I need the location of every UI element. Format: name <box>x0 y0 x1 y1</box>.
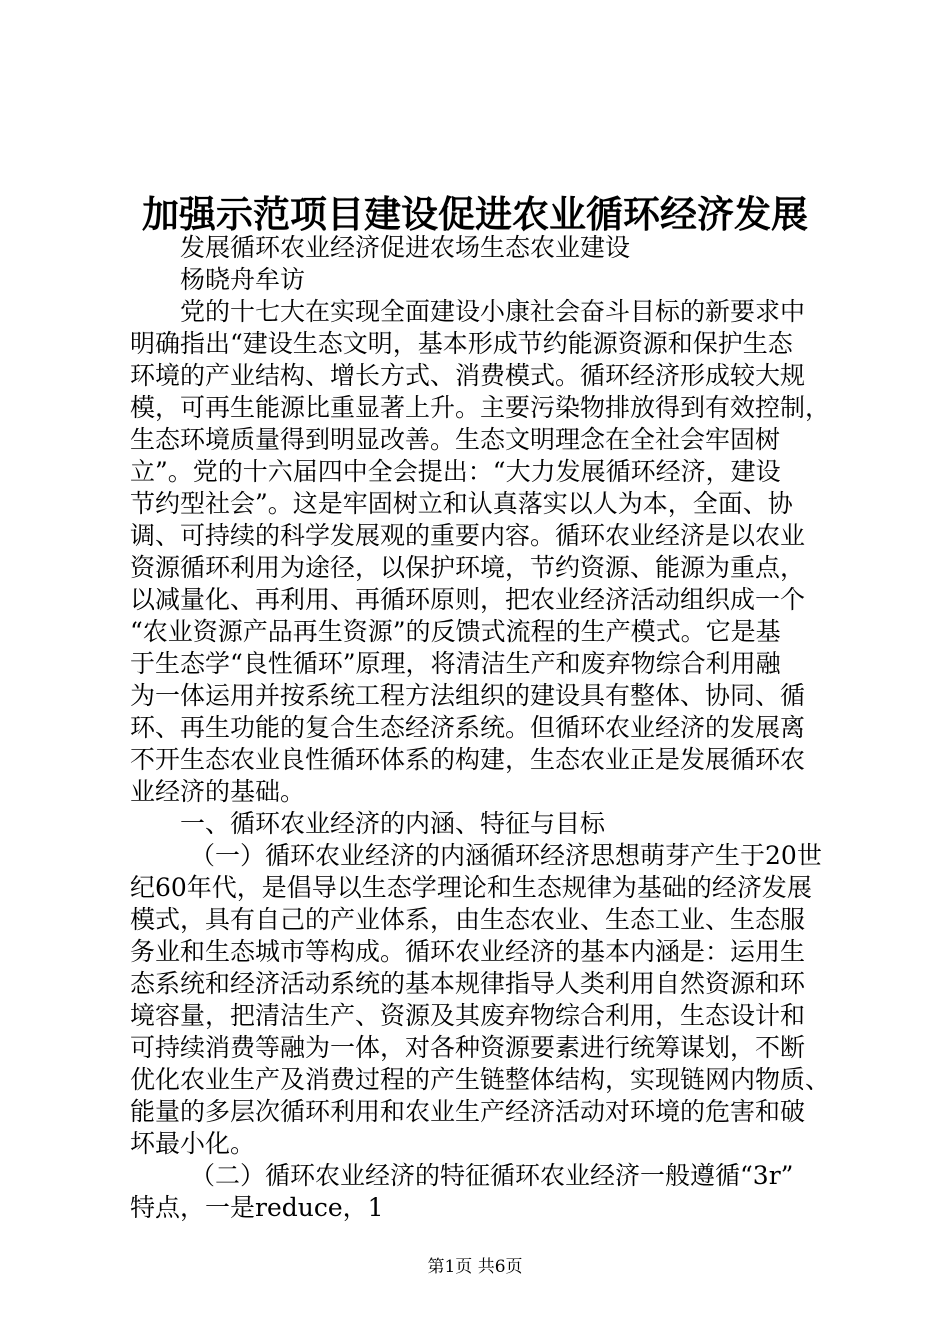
body-line: 能量的多层次循环利用和农业生产经济活动对环境的危害和破 <box>130 1097 806 1126</box>
body-line: 一、循环农业经济的内涵、特征与目标 <box>180 809 606 838</box>
body-line: 纪60年代，是倡导以生态学理论和生态规律为基础的经济发展 <box>130 873 812 902</box>
body-line: 发展循环农业经济促进农场生态农业建设 <box>180 233 631 262</box>
body-line: 模，可再生能源比重显著上升。主要污染物排放得到有效控制， <box>130 393 831 422</box>
body-line: 立”。党的十六届四中全会提出：“大力发展循环经济，建设 <box>130 457 781 486</box>
body-line: 特点，一是reduce，1 <box>130 1193 384 1222</box>
body-line: 坏最小化。 <box>130 1129 256 1158</box>
body-line: 为一体运用并按系统工程方法组织的建设具有整体、协同、循 <box>130 681 806 710</box>
body-line: 优化农业生产及消费过程的产生链整体结构，实现链网内物质、 <box>130 1065 831 1094</box>
body-line: （一）循环农业经济的内涵循环经济思想萌芽产生于20世 <box>190 841 822 870</box>
body-line: 环境的产业结构、增长方式、消费模式。循环经济形成较大规 <box>130 361 806 390</box>
body-line: 可持续消费等融为一体，对各种资源要素进行统筹谋划，不断 <box>130 1033 806 1062</box>
document-body <box>130 232 830 1224</box>
body-line: 不开生态农业良性循环体系的构建，生态农业正是发展循环农 <box>130 745 806 774</box>
body-line: 调、可持续的科学发展观的重要内容。循环农业经济是以农业 <box>130 521 806 550</box>
body-line: 以减量化、再利用、再循环原则，把农业经济活动组织成一个 <box>130 585 806 614</box>
body-line: （二）循环农业经济的特征循环农业经济一般遵循“3r” <box>190 1161 794 1190</box>
body-line: 党的十七大在实现全面建设小康社会奋斗目标的新要求中 <box>180 297 806 326</box>
body-line: 杨晓舟牟访 <box>180 265 306 294</box>
body-line: 业经济的基础。 <box>130 777 306 806</box>
page-footer: 第1页 共6页 <box>427 1257 523 1277</box>
body-line: 资源循环利用为途径，以保护环境，节约资源、能源为重点， <box>130 553 806 582</box>
body-line: 境容量，把清洁生产、资源及其废弃物综合利用，生态设计和 <box>130 1001 806 1030</box>
body-line: 于生态学“良性循环”原理，将清洁生产和废弃物综合利用融 <box>130 649 781 678</box>
body-line: 环、再生功能的复合生态经济系统。但循环农业经济的发展离 <box>130 713 806 742</box>
body-line: 明确指出“建设生态文明，基本形成节约能源资源和保护生态 <box>130 329 793 358</box>
document-title: 加强示范项目建设促进农业循环经济发展 <box>142 192 808 236</box>
body-line: “农业资源产品再生资源”的反馈式流程的生产模式。它是基 <box>130 617 781 646</box>
body-line: 模式，具有自己的产业体系，由生态农业、生态工业、生态服 <box>130 905 806 934</box>
body-line: 节约型社会”。这是牢固树立和认真落实以人为本，全面、协 <box>130 489 793 518</box>
body-line: 务业和生态城市等构成。循环农业经济的基本内涵是：运用生 <box>130 937 806 966</box>
body-line: 生态环境质量得到明显改善。生态文明理念在全社会牢固树 <box>130 425 781 454</box>
body-line: 态系统和经济活动系统的基本规律指导人类利用自然资源和环 <box>130 969 806 998</box>
